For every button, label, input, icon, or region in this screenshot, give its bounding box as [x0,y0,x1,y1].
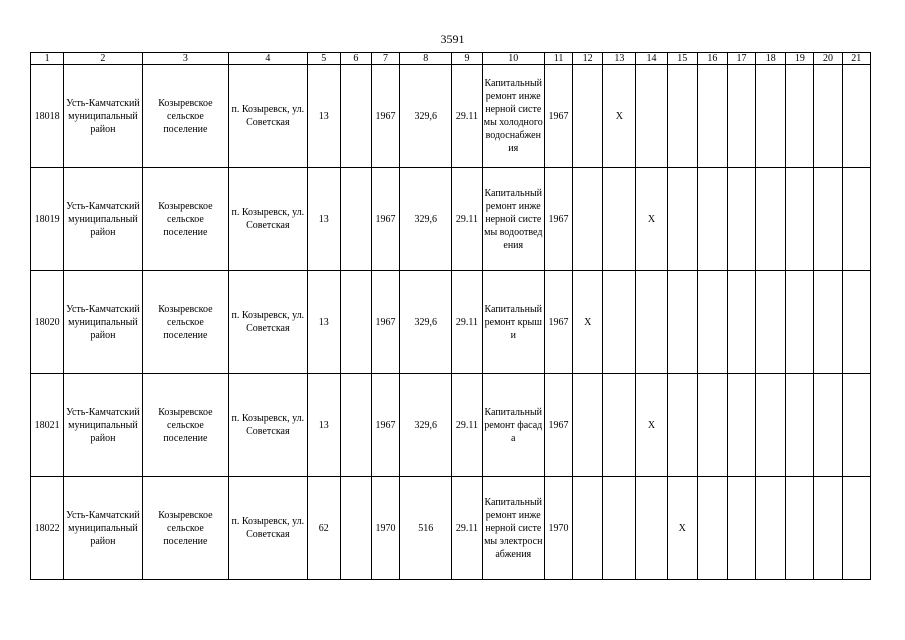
table-cell: 29.11 [452,477,482,580]
mark-cell [603,168,636,271]
column-header: 15 [667,53,697,65]
column-header: 4 [229,53,307,65]
mark-cell [842,374,870,477]
settlement-cell: Козыревское сельское поселение [142,374,229,477]
mark-cell [667,168,697,271]
column-header: 11 [544,53,572,65]
record-number-cell: 18018 [31,65,64,168]
mark-cell [697,168,727,271]
mark-cell [573,168,603,271]
column-header: 6 [340,53,371,65]
mark-cell [786,168,814,271]
table-row [31,168,871,271]
settlement-cell: Козыревское сельское поселение [142,65,229,168]
address-cell: п. Козыревск, ул. Советская [229,65,307,168]
mark-cell [636,65,667,168]
mark-cell [636,271,667,374]
district-cell: Усть-Камчатский муниципальный район [64,168,142,271]
mark-cell [573,374,603,477]
column-header: 8 [400,53,452,65]
column-header: 14 [636,53,667,65]
table-cell [340,65,371,168]
table-cell: 13 [307,271,340,374]
column-header: 9 [452,53,482,65]
table-row [31,374,871,477]
year-cell: 1967 [544,271,572,374]
mark-cell [727,374,755,477]
mark-cell [573,477,603,580]
column-header: 7 [371,53,399,65]
area-cell: 329,6 [400,374,452,477]
mark-cell [636,477,667,580]
year-cell: 1967 [544,65,572,168]
mark-cell [814,374,842,477]
table-cell [340,271,371,374]
table-row [31,477,871,580]
mark-cell: X [603,65,636,168]
mark-cell [786,374,814,477]
settlement-cell: Козыревское сельское поселение [142,168,229,271]
mark-cell [756,168,786,271]
mark-cell: X [636,168,667,271]
mark-cell [727,271,755,374]
mark-cell [697,65,727,168]
year-cell: 1967 [371,374,399,477]
mark-cell: X [573,271,603,374]
year-cell: 1970 [544,477,572,580]
work-type-cell: Капитальный ремонт инженерной системы электроснабжения [482,477,544,580]
area-cell: 329,6 [400,271,452,374]
table-cell: 29.11 [452,271,482,374]
mark-cell [814,271,842,374]
record-number-cell: 18021 [31,374,64,477]
mark-cell [697,374,727,477]
area-cell: 516 [400,477,452,580]
year-cell: 1970 [371,477,399,580]
table-cell: 29.11 [452,168,482,271]
year-cell: 1967 [371,168,399,271]
area-cell: 329,6 [400,65,452,168]
address-cell: п. Козыревск, ул. Советская [229,168,307,271]
column-header: 13 [603,53,636,65]
table-cell [340,374,371,477]
year-cell: 1967 [371,271,399,374]
mark-cell [603,477,636,580]
column-header: 21 [842,53,870,65]
mark-cell [727,65,755,168]
area-cell: 329,6 [400,168,452,271]
column-header: 3 [142,53,229,65]
address-cell: п. Козыревск, ул. Советская [229,477,307,580]
district-cell: Усть-Камчатский муниципальный район [64,271,142,374]
column-number-row [31,53,871,65]
table-cell: 13 [307,168,340,271]
mark-cell [842,168,870,271]
mark-cell [697,271,727,374]
address-cell: п. Козыревск, ул. Советская [229,374,307,477]
column-header: 17 [727,53,755,65]
record-number-cell: 18020 [31,271,64,374]
column-header: 12 [573,53,603,65]
year-cell: 1967 [371,65,399,168]
year-cell: 1967 [544,168,572,271]
mark-cell [842,271,870,374]
table-cell [340,168,371,271]
mark-cell [667,271,697,374]
mark-cell [756,477,786,580]
mark-cell [727,477,755,580]
work-type-cell: Капитальный ремонт крыши [482,271,544,374]
table-cell [340,477,371,580]
column-header: 2 [64,53,142,65]
page-number: 3591 [440,32,465,46]
address-cell: п. Козыревск, ул. Советская [229,271,307,374]
mark-cell [756,374,786,477]
district-cell: Усть-Камчатский муниципальный район [64,374,142,477]
mark-cell [786,477,814,580]
mark-cell [697,477,727,580]
work-type-cell: Капитальный ремонт инженерной системы водоотведения [482,168,544,271]
mark-cell [667,374,697,477]
column-header: 16 [697,53,727,65]
column-header: 5 [307,53,340,65]
district-cell: Усть-Камчатский муниципальный район [64,477,142,580]
column-header: 18 [756,53,786,65]
mark-cell [786,271,814,374]
settlement-cell: Козыревское сельское поселение [142,271,229,374]
table-cell: 29.11 [452,65,482,168]
mark-cell [842,65,870,168]
register-table [30,52,871,580]
mark-cell: X [667,477,697,580]
table-cell: 13 [307,65,340,168]
mark-cell [573,65,603,168]
table-row [31,65,871,168]
work-type-cell: Капитальный ремонт инженерной системы холодного водоснабжения [482,65,544,168]
work-type-cell: Капитальный ремонт фасада [482,374,544,477]
column-header: 19 [786,53,814,65]
table-cell: 62 [307,477,340,580]
mark-cell [786,65,814,168]
mark-cell [603,271,636,374]
column-header: 20 [814,53,842,65]
mark-cell [756,271,786,374]
mark-cell [727,168,755,271]
column-header: 10 [482,53,544,65]
mark-cell [756,65,786,168]
settlement-cell: Козыревское сельское поселение [142,477,229,580]
table-cell: 29.11 [452,374,482,477]
table-row [31,271,871,374]
mark-cell: X [636,374,667,477]
mark-cell [814,168,842,271]
mark-cell [842,477,870,580]
record-number-cell: 18022 [31,477,64,580]
year-cell: 1967 [544,374,572,477]
column-header: 1 [31,53,64,65]
mark-cell [667,65,697,168]
record-number-cell: 18019 [31,168,64,271]
district-cell: Усть-Камчатский муниципальный район [64,65,142,168]
table-cell: 13 [307,374,340,477]
mark-cell [814,65,842,168]
mark-cell [814,477,842,580]
mark-cell [603,374,636,477]
